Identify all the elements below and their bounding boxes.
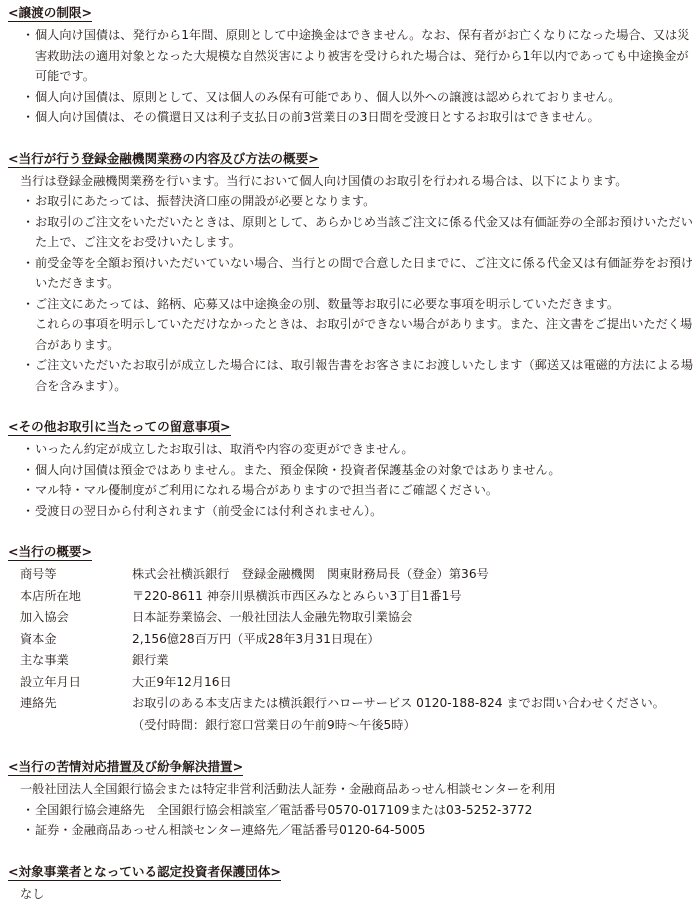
- row-label: 加入協会: [20, 610, 69, 624]
- row-value: 2,156億28百万円（平成28年3月31日現在）: [132, 631, 380, 646]
- contact-text: お取引のある本支店または横浜銀行ハローサービス 0120-188-824 までお問い合わせください。: [132, 696, 665, 710]
- row-label: 主な事業: [20, 653, 69, 667]
- bullet-glyph: ・: [22, 823, 35, 837]
- list-item: ・ 個人向け国債は、原則として、又は個人のみ保有可能であり、個人以外への譲渡は認められておりません。: [22, 87, 700, 108]
- list-item: ・ ご注文にあたっては、銘柄、応募又は中途換金の別、数量等お取引に必要な事項を明示していただきます。 これらの事項を明示していただけなかったときは、お取引ができない場合があります。また、注文書をご提出いただく場合があります。: [22, 294, 700, 356]
- row-value: 株式会社横浜銀行 登録金融機関 関東財務局長（登金）第36号: [132, 567, 489, 581]
- overview-table: [20, 564, 698, 736]
- list-item: ・ 個人向け国債は預金ではありません。また、預金保険・投資者保護基金の対象ではありません。: [22, 460, 700, 481]
- row-label: 設立年月日: [20, 674, 81, 689]
- section-transfer-restriction: [8, 3, 700, 128]
- row-value: 銀行業: [132, 653, 169, 667]
- list-item: ・ 個人向け国債は、発行から1年間、原則として中途換金はできません。なお、保有者がお亡くなりになった場合、又は災害救助法の適用対象となった大規模な自然災害により被害を受けられた場合は、発行から1年以内であっても中途換金が可能です。: [22, 25, 700, 87]
- table-row: [20, 586, 698, 608]
- row-label: 本店所在地: [20, 588, 81, 603]
- bullet-glyph: ・: [22, 802, 35, 817]
- table-row: [20, 629, 698, 651]
- list-item: ・ 個人向け国債は、その償還日又は利子支払日の前3営業日の3日間を受渡日とするお取引はできません。: [22, 107, 700, 128]
- bullet-glyph: ・: [22, 194, 35, 208]
- section-intro: なし: [20, 886, 45, 901]
- section-heading: <当行の概要>: [8, 544, 93, 559]
- table-row: [20, 607, 698, 629]
- bullet-glyph: ・: [22, 503, 35, 518]
- bullet-glyph: ・: [22, 255, 35, 270]
- section-intro: 一般社団法人全国銀行協会または特定非営利活動法人証券・金融商品あっせん相談センターを利用: [20, 782, 556, 796]
- bullet-glyph: ・: [22, 296, 35, 311]
- table-row: [20, 650, 698, 672]
- list-item: ・ 全国銀行協会連絡先 全国銀行協会相談室／電話番号0570-017109または03-5252-3772: [22, 800, 700, 821]
- list-item: ・ 前受金等を全額お預けいただいていない場合、当行との間で合意した日までに、ご注文に係る代金又は有価証券をお預けいただきます。: [22, 253, 700, 294]
- bullet-glyph: ・: [22, 358, 35, 372]
- row-label: 資本金: [20, 631, 57, 646]
- section-heading: <対象事業者となっている認定投資者保護団体>: [8, 863, 281, 879]
- section-heading: <当行の苦情対応措置及び紛争解決措置>: [8, 759, 244, 774]
- bullet-list: [8, 191, 700, 396]
- bullet-glyph: ・: [22, 110, 35, 124]
- bullet-glyph: ・: [22, 462, 35, 477]
- list-item: ・ ご注文いただいたお取引が成立した場合には、取引報告書をお客さまにお渡しいたします（郵送又は電磁的方法による場合を含みます）。: [22, 355, 700, 396]
- list-item: ・ マル特・マル優制度がご利用になれる場合がありますので担当者にご確認ください。: [22, 480, 700, 501]
- section-heading: <その他お取引に当たっての留意事項>: [8, 419, 231, 434]
- row-value: [132, 693, 698, 736]
- section-bank-overview: [8, 542, 700, 736]
- row-value: 〒220-8611 神奈川県横浜市西区みなとみらい3丁目1番1号: [132, 588, 462, 603]
- section-registered-business: [8, 149, 700, 397]
- bullet-glyph: ・: [22, 214, 35, 229]
- list-item: ・ 受渡日の翌日から付利されます（前受金には付利されません）。: [22, 501, 700, 522]
- section-heading: <当行が行う登録金融機関業務の内容及び方法の概要>: [8, 150, 319, 166]
- bullet-glyph: ・: [22, 483, 35, 497]
- bullet-list: [8, 25, 700, 128]
- bullet-list: [8, 800, 700, 841]
- row-label: 商号等: [20, 567, 57, 581]
- bullet-list: [8, 439, 700, 521]
- contact-hours: （受付時間：銀行窓口営業日の午前9時〜午後5時）: [132, 717, 416, 732]
- row-label: 連絡先: [20, 696, 57, 710]
- bullet-glyph: ・: [22, 89, 35, 104]
- bullet-glyph: ・: [22, 442, 35, 456]
- section-intro: 当行は登録金融機関業務を行います。当行において個人向け国債のお取引を行われる場合は、以下によります。: [20, 173, 628, 188]
- row-value: 日本証券業協会、一般社団法人金融先物取引業協会: [132, 610, 413, 624]
- list-item: ・ お取引にあたっては、振替決済口座の開設が必要となります。: [22, 191, 700, 212]
- section-other-notes: [8, 417, 700, 521]
- list-item: ・ いったん約定が成立したお取引は、取消や内容の変更ができません。: [22, 439, 700, 460]
- table-row: [20, 693, 698, 736]
- section-complaint-handling: [8, 757, 700, 841]
- bullet-glyph: ・: [22, 28, 35, 42]
- table-row: [20, 564, 698, 586]
- table-row: [20, 672, 698, 694]
- section-heading: <譲渡の制限>: [8, 5, 93, 20]
- list-item: ・ 証券・金融商品あっせん相談センター連絡先／電話番号0120-64-5005: [22, 820, 700, 841]
- row-value: 大正9年12月16日: [132, 674, 232, 689]
- section-investor-protection: [8, 862, 700, 905]
- list-item: ・ お取引のご注文をいただいたときは、原則として、あらかじめ当該ご注文に係る代金又は有価証券の全部お預けいただいた上で、ご注文をお受けいたします。: [22, 212, 700, 253]
